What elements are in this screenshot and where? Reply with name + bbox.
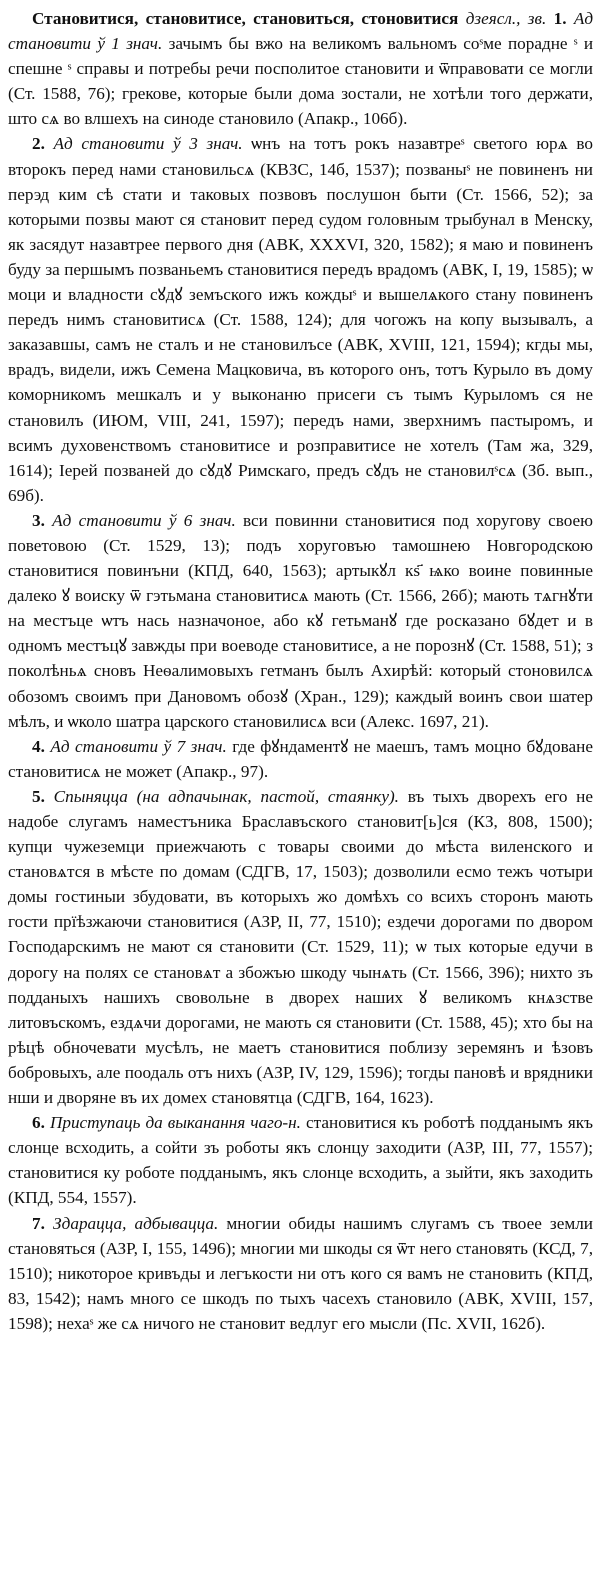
entry-sense-5 bbox=[8, 784, 593, 1110]
sense-number: 7. bbox=[32, 1213, 45, 1233]
entry-sense-1 bbox=[8, 6, 593, 131]
sense-number: 1. bbox=[553, 9, 567, 28]
sense-number: 6. bbox=[32, 1113, 45, 1133]
sense-text: становитися къ роботѣ подданымъ якъ слонце всходить, а сойти зъ роботы якъ слонцу заходити (АЗР, III, 77, 1557); становитися ку роботе подданымъ, якъ слонце всходить, а зыйти, якъ заходить (КПД, 554, 1557). bbox=[8, 1113, 594, 1208]
entry-sense-3 bbox=[8, 508, 593, 734]
entry-sense-2 bbox=[8, 131, 593, 507]
sense-text: где фꙋндаментꙋ не маешъ, тамъ моцно бꙋдоване становитисѧ не может (Апакр., 97). bbox=[8, 736, 593, 781]
sense-text: зачымъ бы вжо на великомъ вальномъ соˢме порадне ˢ и спешне ˢ справы и потребы речи посполитое становити и ѿправовати се могли (Ст. 1588, 76); грекове, которые были дома зостали, не хотѣли того держати, што сѧ во влшехъ на синоде становило (Апакр., 106б). bbox=[8, 34, 594, 129]
sense-number: 4. bbox=[32, 736, 45, 756]
sense-text: многии обиды нашимъ слугамъ съ твоее земли становяться (АЗР, I, 155, 1496); многии ми шкоды ся ѿт него становять (КСД, 7, 1510); никоторое кривъды и легъкости ни отъ кого ся вамъ не становить (КПД, 83, 1542); намъ много се шкодъ по тыхъ часехъ становило (АВК, XVIII, 157, 1598); нехаˢ же сѧ ничого не становит ведлуг его мысли (Пс. XVII, 162б). bbox=[8, 1213, 593, 1333]
sense-label: Ад становити ў 7 знач. bbox=[50, 736, 227, 756]
sense-text: ѡнъ на тотъ рокъ назавтреˢ светого юрѧ во второкъ перед нами становильсѧ (КВЗС, 14б, 1537); позваныˢ не повиненъ ни перэд ким сѣ стати и таковых позвовъ послушон быти (Ст. 1566, 52); за которыми позвы мают ся становит перед судом головным трыбунал в Менску, як засядут назавтрее первого дня (АВК, XXXVI, 320, 1582); я маю и повиненъ буду за першымъ позваньемъ становитися передъ врадомъ (АВК, I, 19, 1585); ѡ моци и владности сꙋдꙋ земъского ижъ кождыˢ и вышелѧкого стану повиненъ передъ нимъ становитисѧ (Ст. 1588, 124); для чогожъ на копу вызывалъ, а заказавшы, самъ не сталъ и не становилъсе (АВК, XVIII, 121, 1594); кгды мы, врадъ, видели, ижъ Семена Мацковича, въ которого онъ, тотъ Курыло въ дому коморникомъ мешкалъ и у выконаню присеги съ тымъ Курыломъ ся не становилъ (ИЮМ, VIII, 241, 1597); передъ нами, зверхнимъ пастыромъ, и всимъ духовенствомъ становитисе и розправитисе не хотелъ (Там жа, 329, 1614); Іерей позваней до сꙋдꙋ Римскаго, предъ сꙋдъ не становилˢсѧ (Зб. вып., 69б). bbox=[8, 134, 594, 505]
sense-label: Здарацца, адбывацца. bbox=[52, 1213, 219, 1233]
grammar-label: дзеясл., зв. bbox=[465, 9, 547, 28]
sense-text: въ тыхъ дворехъ его не надобе слугамъ наместъника Браславъского становит[ь]ся (КЗ, 808, 1500); купци чужеземци приежчають с товары своими до мѣста виленского и становѧтся в мѣсте по домам (СДГВ, 17, 1503); дозволили есмо тежъ чотыри домы гостиныи збудовати, въ которыхъ жо домѣхъ со всихъ сторонъ мають гости прїѣзжаючи становитися (АЗР, II, 77, 1510); ездечи дорогами по двором Господарскимъ не мают ся становити (Ст. 1529, 11); ѡ тых которые едучи в дорогу на полях се становѧт а збожъю шкоду чынѧть (Ст. 1566, 396); нихто зъ подданыхъ нашихъ свовольне в дворех наших ꙋ великомъ кнѧзстве литовъскомъ, ездѧчи дорогами, не мають ся становити (Ст. 1588, 45); хто бы на рѣцѣ обночевати мусѣлъ, не маетъ становитися поблизу зеремянъ и ѣзовъ бобровыхъ, але поодаль отъ нихъ (АЗР, IV, 129, 1596); тогды пановѣ и врядники нши и дворяне въ их домех становятца (СДГВ, 164, 1623). bbox=[8, 786, 593, 1108]
sense-label: Ад становити ў 6 знач. bbox=[52, 510, 236, 530]
sense-number: 5. bbox=[32, 786, 45, 806]
sense-label: Спыняцца (на адпачынак, пастой, стаянку). bbox=[53, 786, 399, 806]
entry-sense-4 bbox=[8, 734, 593, 784]
headword: Становитися, становитисе, становиться, стоновитися bbox=[32, 9, 459, 28]
entry-sense-6 bbox=[8, 1110, 593, 1210]
sense-label: Приступаць да выканання чаго-н. bbox=[49, 1113, 301, 1133]
sense-text: вси повинни становитися под хоругову своею поветовою (Ст. 1529, 13); подъ хоруговъю тамошнею Новгородскою становитися повинъни (КПД, 640, 1563); артыкꙋл кѕ҃ ѩко воине повинные далеко ꙋ воиску ѿ гэтьмана становитисѧ мають (Ст. 1566, 26б); мають тѧгнꙋти на местъце ѡтъ нась назначоное, або кꙋ гетьманꙋ где росказано бꙋдет и в одномъ местъцꙋ завжды при воеводе становитисе, а не порознꙋ (Ст. 1588, 51); з поколѣньѧ сновъ Неѳалимовыхъ гетманъ былъ Ахирѣй: который стоновилсѧ обозомъ своимъ при Дановомъ обозꙋ (Хран., 129); каждый воинъ свои шатер мѣлъ, и ѡколо шатра царского становилисѧ вси (Алекс. 1697, 21). bbox=[8, 510, 593, 731]
sense-label: Ад становити ў 3 знач. bbox=[53, 134, 243, 154]
sense-number: 3. bbox=[32, 510, 45, 530]
sense-label: Ад становити ў 1 знач. bbox=[8, 9, 594, 54]
sense-number: 2. bbox=[32, 134, 45, 154]
entry-sense-7 bbox=[8, 1211, 593, 1336]
